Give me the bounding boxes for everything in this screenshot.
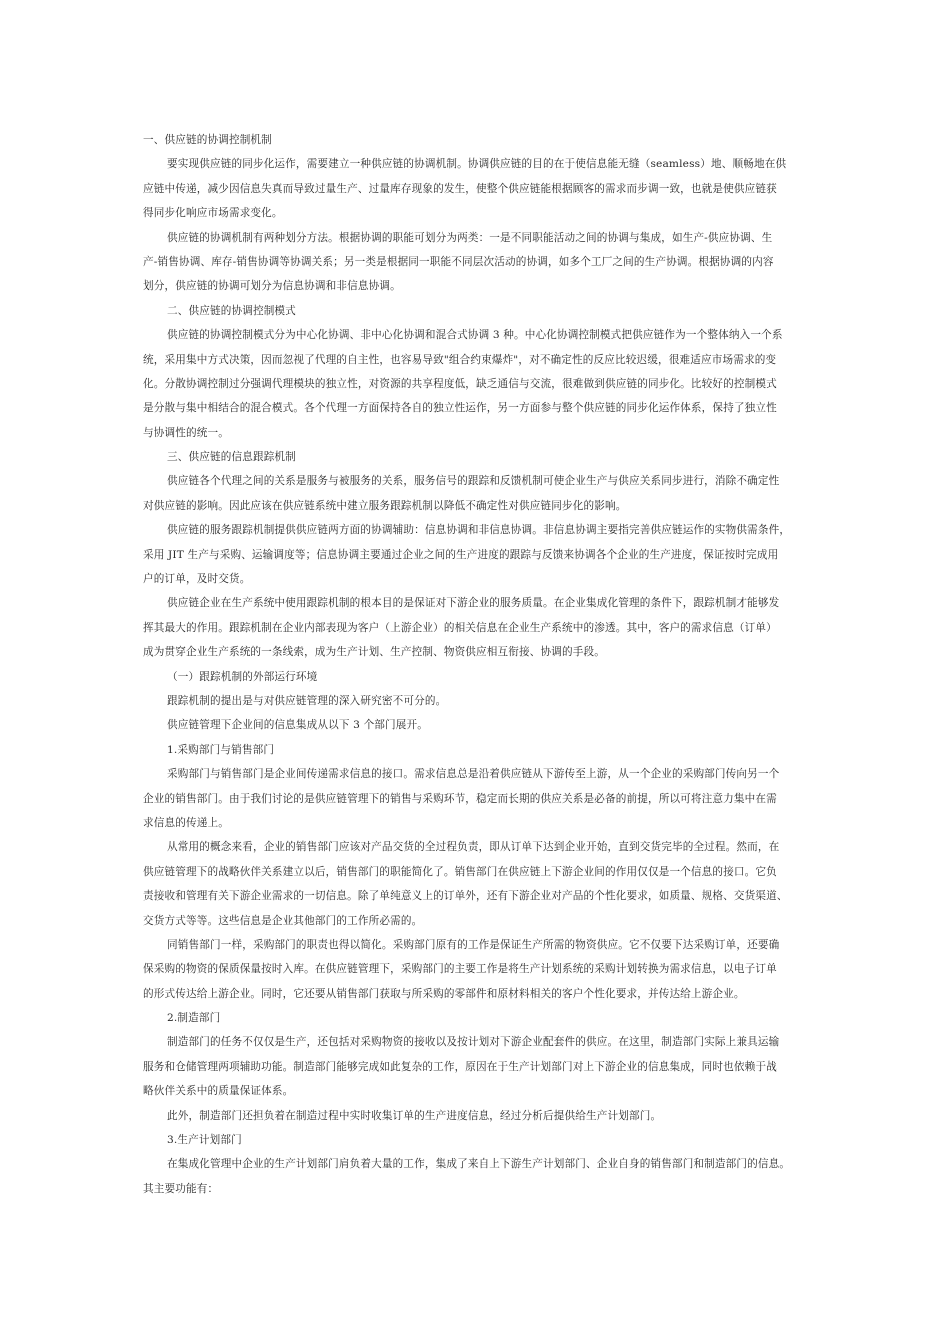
text-line: 采购部门与销售部门是企业间传递需求信息的接口。需求信息总是沿着供应链从下游传至上游，从一个企业的采购部门传向另一个 [167, 768, 780, 781]
text-line: 供应链管理下企业间的信息集成从以下 3 个部门展开。 [167, 719, 429, 732]
text-line: 供应链各个代理之间的关系是服务与被服务的关系，服务信号的跟踪和反馈机制可使企业生产与供应关系同步进行，消除不确定性 [167, 475, 780, 488]
text-line: 是分散与集中相结合的混合模式。各个代理一方面保持各自的独立性运作，另一方面参与整个供应链的同步化运作体系，保持了独立性 [143, 402, 777, 415]
text-line: 制造部门的任务不仅仅是生产，还包括对采购物资的接收以及按计划对下游企业配套件的供应。在这里，制造部门实际上兼具运输 [167, 1036, 780, 1049]
text-line: 对供应链的影响。因此应该在供应链系统中建立服务跟踪机制以降低不确定性对供应链同步化的影响。 [143, 499, 627, 512]
text-line: 从常用的概念来看，企业的销售部门应该对产品交货的全过程负责，即从订单下达到企业开始，直到交货完毕的全过程。然而，在 [167, 841, 780, 854]
text-line: 产-销售协调、库存-销售协调等协调关系；另一类是根据同一职能不同层次活动的协调，如多个工厂之间的生产协调。根据协调的内容 [143, 255, 774, 268]
text-line: 供应链的服务跟踪机制提供供应链两方面的协调辅助：信息协调和非信息协调。非信息协调主要指完善供应链运作的实物供需条件， [167, 524, 791, 537]
text-line: 责接收和管理有关下游企业需求的一切信息。除了单纯意义上的订单外，还有下游企业对产品的个性化要求，如质量、规格、交货渠道、 [143, 890, 788, 903]
text-line: 划分，供应链的协调可划分为信息协调和非信息协调。 [143, 280, 401, 293]
document-page [143, 128, 811, 1201]
text-line: 成为贯穿企业生产系统的一条线索，成为生产计划、生产控制、物资供应相互衔接、协调的手段。 [143, 646, 605, 659]
text-line: 三、供应链的信息跟踪机制 [167, 451, 296, 464]
text-line: 供应链管理下的战略伙伴关系建立以后，销售部门的职能简化了。销售部门在供应链上下游企业间的作用仅仅是一个信息的接口。它负 [143, 865, 777, 878]
text-line: 得同步化响应市场需求变化。 [143, 207, 283, 220]
text-line: 应链中传递，减少因信息失真而导致过量生产、过量库存现象的发生，使整个供应链能根据顾客的需求而步调一致，也就是使供应链获 [143, 182, 777, 195]
text-line: 企业的销售部门。由于我们讨论的是供应链管理下的销售与采购环节，稳定而长期的供应关系是必备的前提，所以可将注意力集中在需 [143, 792, 777, 805]
text-line: 户的订单，及时交货。 [143, 573, 251, 586]
text-line: 化。分散协调控制过分强调代理模块的独立性，对资源的共享程度低，缺乏通信与交流，很难做到供应链的同步化。比较好的控制模式 [143, 377, 777, 390]
text-line: 服务和仓储管理两项辅助功能。制造部门能够完成如此复杂的工作，原因在于生产计划部门对上下游企业的信息集成，同时也依赖于战 [143, 1060, 777, 1073]
text-line: 的形式传达给上游企业。同时，它还要从销售部门获取与所采购的零部件和原材料相关的客户个性化要求，并传达给上游企业。 [143, 987, 745, 1000]
text-line: 同销售部门一样，采购部门的职责也得以简化。采购部门原有的工作是保证生产所需的物资供应。它不仅要下达采购订单，还要确 [167, 938, 780, 951]
text-line: 1.采购部门与销售部门 [167, 743, 275, 756]
text-line: 二、供应链的协调控制模式 [167, 304, 296, 317]
text-line: （一）跟踪机制的外部运行环境 [167, 670, 318, 683]
text-line: 3.生产计划部门 [167, 1134, 242, 1147]
text-line: 其主要功能有： [143, 1182, 219, 1195]
text-line: 保采购的物资的保质保量按时入库。在供应链管理下，采购部门的主要工作是将生产计划系统的采购计划转换为需求信息，以电子订单 [143, 963, 777, 976]
text-line: 2.制造部门 [167, 1012, 221, 1025]
text-line: 要实现供应链的同步化运作，需要建立一种供应链的协调机制。协调供应链的目的在于使信息能无缝（seamless）地、顺畅地在供 [167, 158, 787, 171]
text-line: 与协调性的统一。 [143, 426, 229, 439]
text-line: 供应链的协调控制模式分为中心化协调、非中心化协调和混合式协调 3 种。中心化协调控制模式把供应链作为一个整体纳入一个系 [167, 329, 783, 342]
text-line: 略伙伴关系中的质量保证体系。 [143, 1085, 294, 1098]
text-line: 供应链企业在生产系统中使用跟踪机制的根本目的是保证对下游企业的服务质量。在企业集成化管理的条件下，跟踪机制才能够发 [167, 597, 780, 610]
text-line: 在集成化管理中企业的生产计划部门肩负着大量的工作，集成了来自上下游生产计划部门、企业自身的销售部门和制造部门的信息。 [167, 1158, 791, 1171]
text-line: 跟踪机制的提出是与对供应链管理的深入研究密不可分的。 [167, 694, 447, 707]
text-line: 挥其最大的作用。跟踪机制在企业内部表现为客户（上游企业）的相关信息在企业生产系统中的渗透。其中，客户的需求信息（订单） [143, 621, 777, 634]
text-line: 采用 JIT 生产与采购、运输调度等；信息协调主要通过企业之间的生产进度的跟踪与反馈来协调各个企业的生产进度，保证按时完成用 [143, 548, 779, 561]
text-line: 供应链的协调机制有两种划分方法。根据协调的职能可划分为两类：一是不同职能活动之间的协调与集成，如生产-供应协调、生 [167, 231, 773, 244]
text-line: 此外，制造部门还担负着在制造过程中实时收集订单的生产进度信息，经过分析后提供给生产计划部门。 [167, 1109, 662, 1122]
text-line: 统，采用集中方式决策，因而忽视了代理的自主性，也容易导致"组合约束爆炸"，对不确定性的反应比较迟缓，很难适应市场需求的变 [143, 353, 777, 366]
text-line: 交货方式等等。这些信息是企业其他部门的工作所必需的。 [143, 914, 423, 927]
text-line: 一、供应链的协调控制机制 [143, 134, 272, 146]
text-line: 求信息的传递上。 [143, 816, 229, 829]
